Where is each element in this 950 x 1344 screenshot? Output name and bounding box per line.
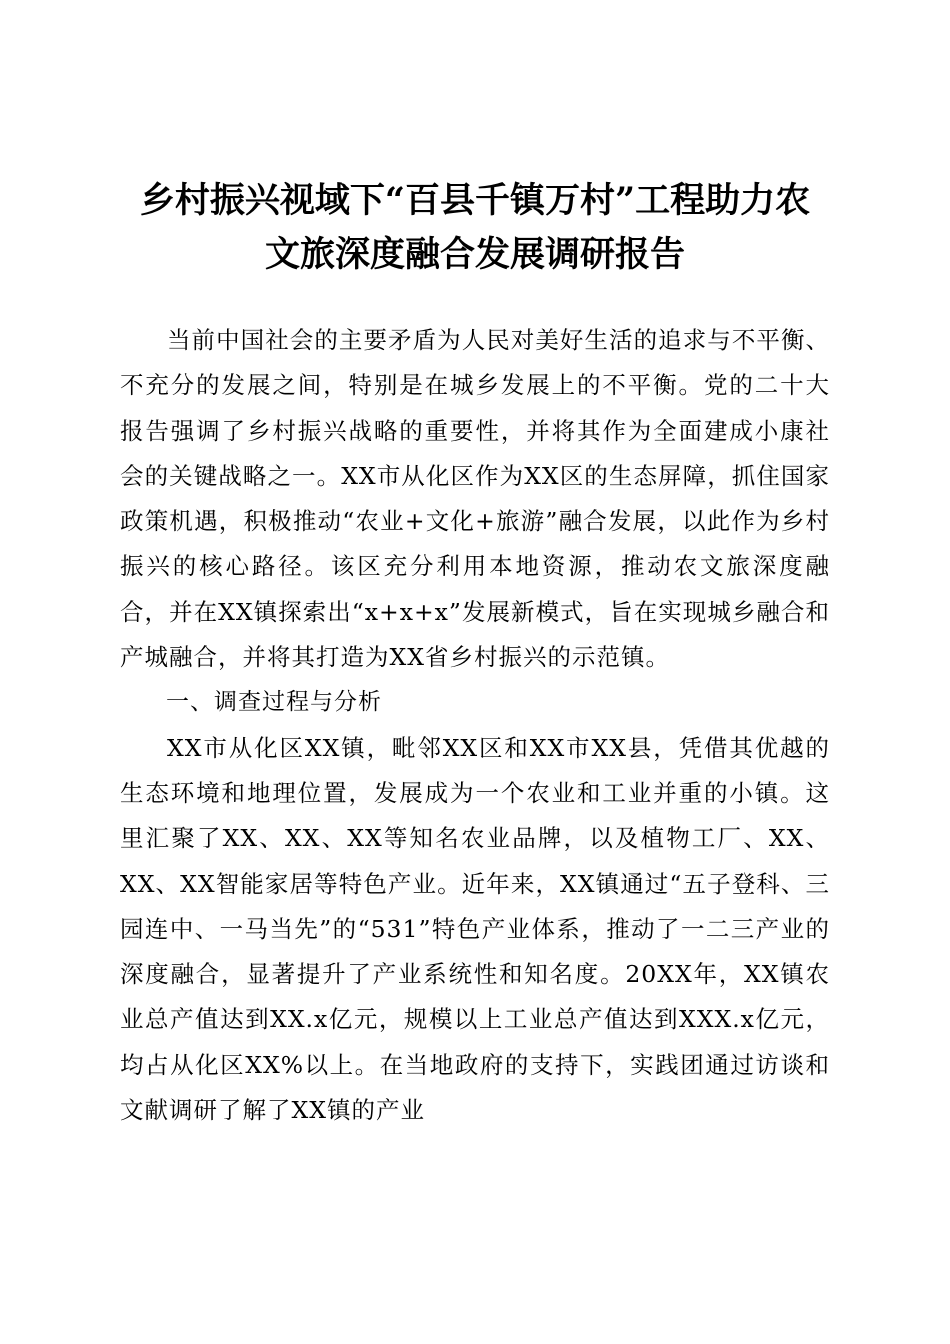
section-heading: 一、调查过程与分析 bbox=[166, 689, 382, 716]
title-line-1: 乡村振兴视域下“百县千镇万村”工程助力农 bbox=[139, 180, 811, 221]
document-body bbox=[120, 318, 830, 1133]
document-title bbox=[100, 174, 850, 282]
section-paragraph: XX市从化区XX镇，毗邻XX区和XX市XX县，凭借其优越的生态环境和地理位置，发展成为一个农业和工业并重的小镇。这里汇聚了XX、XX、XX等知名农业品牌，以及植物工厂、XX、XX、XX智能家居等特色产业。近年来，XX镇通过“五子登科、三园连中、一马当先”的“531”特色产业体系，推动了一二三产业的深度融合，显著提升了产业系统性和知名度。20XX年，XX镇农业总产值达到XX.x亿元，规模以上工业总产值达到XXX.x亿元，均占从化区XX%以上。在当地政府的支持下，实践团通过访谈和文献调研了解了XX镇的产业 bbox=[120, 733, 830, 1125]
title-line-2: 文旅深度融合发展调研报告 bbox=[264, 234, 685, 275]
intro-paragraph: 当前中国社会的主要矛盾为人民对美好生活的追求与不平衡、不充分的发展之间，特别是在城乡发展上的不平衡。党的二十大报告强调了乡村振兴战略的重要性，并将其作为全面建成小康社会的关键战略之一。XX市从化区作为XX区的生态屏障，抓住国家政策机遇，积极推动“农业+文化+旅游”融合发展，以此作为乡村振兴的核心路径。该区充分利用本地资源，推动农文旅深度融合，并在XX镇探索出“x+x+x”发展新模式，旨在实现城乡融合和产城融合，并将其打造为XX省乡村振兴的示范镇。 bbox=[120, 326, 830, 672]
